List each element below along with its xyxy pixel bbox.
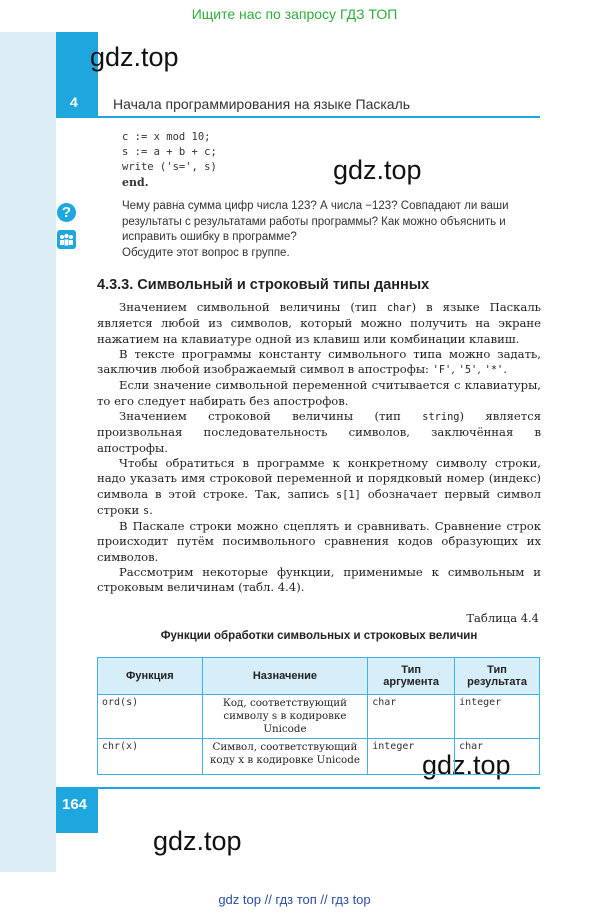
watermark: gdz.top xyxy=(90,42,179,72)
table-row xyxy=(98,695,540,739)
header-rule xyxy=(56,116,540,118)
group-discussion-icon xyxy=(57,230,76,249)
chapter-number: 4 xyxy=(70,94,78,110)
table-cell: Код, соответствующий символу s в кодировке Unicode xyxy=(202,695,368,739)
table-cell: Символ, соответствующий коду x в кодировке Unicode xyxy=(202,739,368,775)
question-paragraph: Чему равна сумма цифр числа 123? А числа −123? Совпадают ли ваши результаты с результатами работы программы? Как можно объяснить и исправить ошибку в программе? xyxy=(122,200,509,243)
table-cell: char xyxy=(368,695,455,739)
functions-table xyxy=(97,657,540,775)
paragraph: В Паскале строки можно сцеплять и сравнивать. Сравнение строк происходит путём посимвольного сравнения кодов образующих их символов. xyxy=(97,519,541,564)
table-label: Таблица 4.4 xyxy=(466,611,539,625)
table-cell: chr(x) xyxy=(98,739,203,775)
table-header-cell: Назначение xyxy=(202,658,368,695)
table-header-cell: Тип аргумента xyxy=(368,658,455,695)
table-header-row xyxy=(98,658,540,695)
watermark: gdz.top xyxy=(422,750,511,780)
top-banner[interactable]: Ищите нас по запросу ГДЗ ТОП xyxy=(191,6,398,22)
table-header-cell: Тип результата xyxy=(455,658,540,695)
table-cell: integer xyxy=(455,695,540,739)
paragraph: Значением символьной величины (тип char) в языке Паскаль является любой из символов, который можно получить на экране нажатием на клавиатуре одной из клавиш или комбинации клавиш. xyxy=(97,300,541,346)
paragraph: Если значение символьной переменной считывается с клавиатуры, то его следует набирать без апострофов. xyxy=(97,378,541,408)
paragraph: Значением строковой величины (тип string) является произвольная последовательность символов, заключённая в апострофы. xyxy=(97,409,542,455)
discussion-prompt: Обсудите этот вопрос в группе. xyxy=(122,246,290,259)
page-number: 164 xyxy=(62,796,88,813)
question-icon: ? xyxy=(57,203,76,222)
code-line: write ('s=', s) xyxy=(122,161,217,173)
watermark: gdz.top xyxy=(153,826,242,856)
table-cell: integer xyxy=(368,739,455,775)
paragraph: Рассмотрим некоторые функции, применимые к символьным и строковым величинам (табл. 4.4). xyxy=(97,565,541,595)
code-block xyxy=(122,130,217,190)
paragraph: Чтобы обратиться в программе к конкретному символу строки, надо указать имя строковой переменной и порядковый номер (индекс) символа в этой строке. Так, запись s[1] обозначает первый символ строки s. xyxy=(97,455,541,517)
paragraph: В тексте программы константу символьного типа можно задать, заключив любой изображаемый символ в апострофы: 'F', '5', '*'. xyxy=(97,346,541,377)
bottom-links[interactable]: gdz top // гдз топ // гдз top xyxy=(218,892,371,907)
watermark: gdz.top xyxy=(333,155,422,185)
code-line: c := x mod 10; xyxy=(122,131,211,143)
table-cell: char xyxy=(455,739,540,775)
table-header-cell: Функция xyxy=(98,658,203,695)
running-header: Начала программирования на языке Паскаль xyxy=(113,96,411,112)
table-row xyxy=(98,739,540,775)
section-title: 4.3.3. Символьный и строковый типы данных xyxy=(97,277,430,293)
question-text xyxy=(122,199,542,261)
code-end: end. xyxy=(122,176,149,189)
side-strip xyxy=(0,32,56,872)
code-line: s := a + b + c; xyxy=(122,146,217,158)
footer-rule xyxy=(56,787,540,789)
body-text xyxy=(97,300,541,596)
table-caption: Функции обработки символьных и строковых величин xyxy=(160,630,478,642)
table-cell: ord(s) xyxy=(98,695,203,739)
